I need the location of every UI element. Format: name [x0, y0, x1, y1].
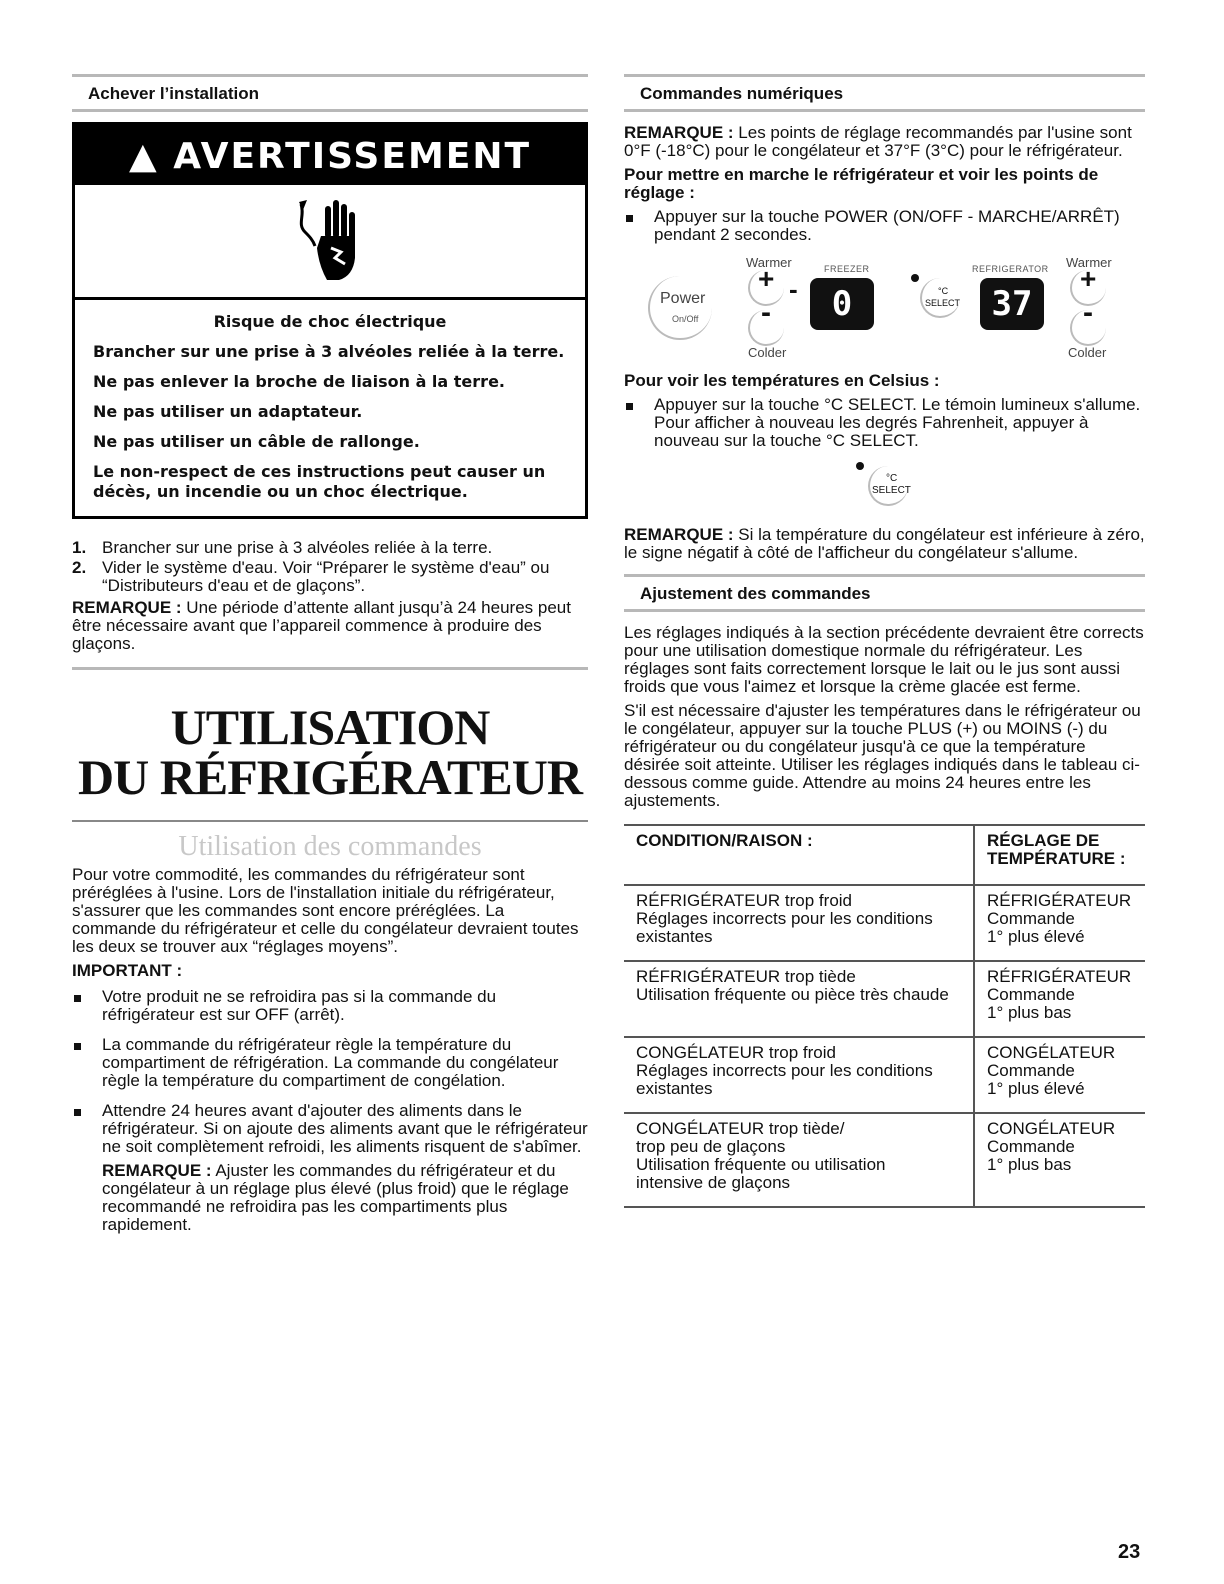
celsius-indicator-light — [911, 274, 919, 282]
note2-paragraph: REMARQUE : Ajuster les commandes du réfrigérateur et du congélateur à un réglage plus élevé (plus froid) que le réglage recommandé ne refroidira pas les compartiments plus rapidement. — [102, 1161, 569, 1234]
power-button[interactable]: Power On/Off — [648, 276, 712, 340]
warning-line: Brancher sur une prise à 3 alvéoles reliée à la terre. — [93, 342, 565, 361]
list-item: 1. Brancher sur une prise à 3 alvéoles reliée à la terre. — [72, 538, 493, 557]
warning-icon-area — [75, 185, 585, 300]
warning-line: Le non-respect de ces instructions peut causer un décès, un incendie ou un choc électrique. — [93, 462, 546, 501]
indicator-light-icon — [856, 462, 864, 470]
list-item: La commande du réfrigérateur règle la température du compartiment de réfrigération. La commande du congélateur règle la température du compartiment de congélation. — [72, 1036, 588, 1090]
section-title-digital-controls: Commandes numériques — [624, 74, 1145, 112]
refrigerator-label: REFRIGERATOR — [972, 264, 1049, 274]
note3-paragraph: REMARQUE : Si la température du congélateur est inférieure à zéro, le signe négatif à côté de l'afficheur du congélateur s'allume. — [624, 525, 1145, 562]
table-row: RÉFRIGÉRATEUR trop tiède Utilisation fréquente ou pièce très chaude RÉFRIGÉRATEUR Commande 1° plus bas — [624, 961, 1145, 1037]
celsius-select-button[interactable]: °C SELECT — [920, 278, 960, 318]
installation-steps — [72, 539, 588, 595]
important-bullets — [72, 988, 588, 1156]
table-header-row — [624, 825, 1145, 885]
right-column — [624, 74, 1145, 1208]
list-item: Attendre 24 heures avant d'ajouter des aliments dans le réfrigérateur. Si on ajoute des aliments avant que le réfrigérateur ne soit complètement refroidi, les aliments risquent de s'abîmer. — [72, 1102, 588, 1156]
negative-sign-indicator: - — [789, 274, 798, 304]
intro-paragraph: Pour votre commodité, les commandes du réfrigérateur sont préréglées à l'usine. Lors de l'installation initiale du réfrigérateur, s'assurer que les commandes sont encore préréglées. La commande du réfrigérateur et celle du congélateur devraient toutes les deux se trouver aux “réglages moyens”. — [72, 865, 579, 956]
celsius-select-illustration — [624, 450, 1145, 518]
celsius-bullets — [624, 396, 1145, 450]
section-title-adjust: Ajustement des commandes — [624, 574, 1145, 612]
refrigerator-display: 37 — [980, 278, 1044, 330]
power-bullets — [624, 208, 1145, 244]
freezer-display: 0 — [810, 278, 874, 330]
adjust-paragraph: Les réglages indiqués à la section précédente devraient être corrects pour une utilisation domestique normale du réfrigérateur. Les réglages sont faits correctement lorsque le lait ou le jus sont aussi froids que vous l'aimez et lorsque la crème glacée est ferme. — [624, 623, 1144, 696]
electric-shock-hand-icon — [295, 196, 365, 286]
list-item: 2. Vider le système d'eau. Voir “Préparer le système d'eau” ou “Distributeurs d'eau et de glaçons”. — [72, 558, 550, 595]
refrigerator-colder-button[interactable]: - — [1070, 310, 1106, 346]
left-column — [72, 74, 588, 1240]
warning-header — [75, 125, 585, 185]
warning-line: Ne pas utiliser un câble de rallonge. — [93, 432, 420, 451]
warning-heading: AVERTISSEMENT — [173, 136, 532, 177]
control-panel — [624, 250, 1145, 362]
page-title: UTILISATION DU RÉFRIGÉRATEUR — [72, 684, 588, 822]
table-header-condition: CONDITION/RAISON : — [624, 825, 974, 885]
celsius-select-button[interactable]: °C SELECT — [868, 466, 908, 506]
warning-triangle-icon: ▲ — [128, 136, 159, 177]
important-label: IMPORTANT : — [72, 961, 183, 980]
warning-risk: Risque de choc électrique — [213, 312, 447, 331]
celsius-heading: Pour voir les températures en Celsius : — [624, 371, 940, 390]
adjust-paragraph: S'il est nécessaire d'ajuster les températures dans le réfrigérateur ou le congélateur, appuyer sur la touche PLUS (+) ou MOINS (-) du réfrigérateur ou du congélateur jusqu'à ce que la température désirée soit atteinte. Utiliser les réglages indiqués dans le tableau ci-dessous comme guide. Attendre au moins 24 heures entre les ajustements. — [624, 701, 1141, 810]
freezer-warmer-button[interactable]: + — [748, 270, 784, 306]
table-row: CONGÉLATEUR trop froid Réglages incorrects pour les conditions existantes CONGÉLATEUR Commande 1° plus élevé — [624, 1037, 1145, 1113]
warmer-label: Warmer — [1066, 255, 1112, 270]
note-paragraph: REMARQUE : Les points de réglage recommandés par l'usine sont 0°F (-18°C) pour le congélateur et 37°F (3°C) pour le réfrigérateur. — [624, 123, 1132, 160]
warning-box — [72, 122, 588, 519]
section-title-installation: Achever l’installation — [72, 74, 588, 112]
list-item: Appuyer sur la touche POWER (ON/OFF - MARCHE/ARRÊT) pendant 2 secondes. — [624, 208, 1145, 244]
freezer-label: FREEZER — [824, 264, 870, 274]
warmer-label: Warmer — [746, 255, 792, 270]
refrigerator-warmer-button[interactable]: + — [1070, 270, 1106, 306]
table-row: RÉFRIGÉRATEUR trop froid Réglages incorrects pour les conditions existantes RÉFRIGÉRATEUR Commande 1° plus élevé — [624, 885, 1145, 961]
warning-line: Ne pas enlever la broche de liaison à la terre. — [93, 372, 505, 391]
table-header-setting: RÉGLAGE DE TEMPÉRATURE : — [974, 825, 1145, 885]
note-paragraph: REMARQUE : Une période d’attente allant jusqu’à 24 heures peut être nécessaire avant que l’appareil commence à produire des glaçons. — [72, 599, 588, 670]
colder-label: Colder — [1068, 345, 1107, 360]
list-item: Appuyer sur la touche °C SELECT. Le témoin lumineux s'allume. Pour afficher à nouveau les degrés Fahrenheit, appuyer à nouveau sur la touche °C SELECT. — [624, 396, 1145, 450]
settings-table — [624, 824, 1145, 1208]
subtitle: Utilisation des commandes — [178, 831, 482, 862]
table-row: CONGÉLATEUR trop tiède/ trop peu de glaçons Utilisation fréquente ou utilisation intensive de glaçons CONGÉLATEUR Commande 1° plus bas — [624, 1113, 1145, 1207]
colder-label: Colder — [748, 345, 787, 360]
power-heading: Pour mettre en marche le réfrigérateur et voir les points de réglage : — [624, 165, 1099, 202]
warning-text — [75, 300, 585, 516]
list-item: Votre produit ne se refroidira pas si la commande du réfrigérateur est sur OFF (arrêt). — [72, 988, 588, 1024]
warning-line: Ne pas utiliser un adaptateur. — [93, 402, 363, 421]
freezer-colder-button[interactable]: - — [748, 310, 784, 346]
page-number: 23 — [1118, 1541, 1141, 1563]
